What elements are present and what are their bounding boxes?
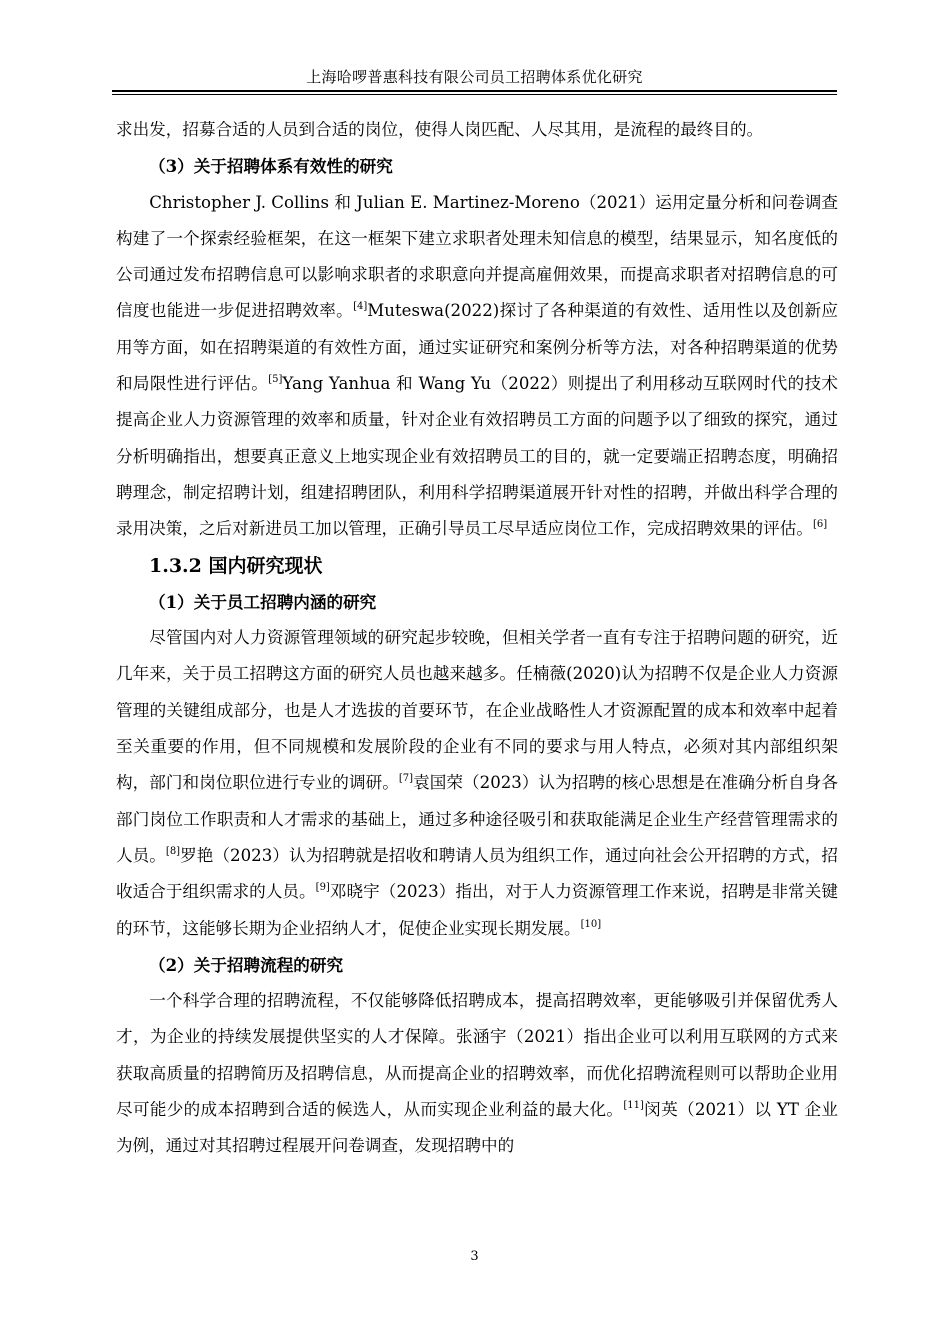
text-collins: Christopher J. Collins 和 Julian E. Martinez-Moreno（2021）运用定量分析和问卷调查构建了一个探索经验框架，在这一框架下建立求职者处理未知信息的模型，结果显示，知名度低的公司通过发布招聘信息可以影响求职者的求职意向并提高雇佣效果，而提高求职者对招聘信息的可信度也能进一步促进招聘效率。 [116, 192, 838, 321]
page-body [116, 112, 838, 1165]
text-deng: 邓晓宇（2023）指出，对于人力资源管理工作来说，招聘是非常关键的环节，这能够长期为企业招纳人才，促使企业实现长期发展。 [116, 882, 839, 938]
paragraph-continuation: 求出发，招募合适的人员到合适的岗位，使得人岗匹配、人尽其用，是流程的最终目的。 [116, 120, 764, 139]
running-header: 上海哈啰普惠科技有限公司员工招聘体系优化研究 [306, 68, 643, 86]
header-rule-thin [112, 94, 837, 95]
text-yuan: 袁国荣（2023）认为招聘的核心思想是在准确分析自身各部门岗位工作职责和人才需求的基础上，通过多种途径吸引和获取能满足企业生产经营管理需求的人员。 [116, 773, 838, 865]
section-heading-domestic: 1.3.2 国内研究现状 [149, 554, 323, 577]
subheading-process: （2）关于招聘流程的研究 [149, 954, 344, 975]
text-muteswa: Muteswa(2022)探讨了各种渠道的有效性、适用性以及创新应用等方面，如在招聘渠道的有效性方面，通过实证研究和案例分析等方法，对各种招聘渠道的优势和局限性进行评估。 [116, 301, 838, 394]
citation-ref-8: [8] [165, 845, 181, 857]
citation-ref-6: [6] [812, 519, 828, 531]
citation-ref-4: [4] [353, 301, 368, 313]
paragraph-domestic-connotation [116, 620, 838, 947]
citation-ref-7: [7] [398, 773, 414, 785]
citation-ref-11: [11] [623, 1100, 644, 1112]
citation-ref-10: [10] [580, 918, 602, 930]
text-luo: 罗艳（2023）认为招聘就是招收和聘请人员为组织工作，通过向社会公开招聘的方式，招收适合于组织需求的人员。 [116, 845, 838, 902]
subheading-connotation: （1）关于员工招聘内涵的研究 [149, 591, 377, 612]
paragraph-foreign-effectiveness [116, 185, 838, 548]
header-rule-thick [112, 90, 837, 92]
paragraph-domestic-process [116, 983, 838, 1164]
subheading-effectiveness: （3）关于招聘体系有效性的研究 [149, 156, 393, 177]
citation-ref-5: [5] [268, 374, 283, 386]
citation-ref-9: [9] [315, 882, 330, 894]
text-zhang: 一个科学合理的招聘流程，不仅能够降低招聘成本，提高招聘效率，更能够吸引并保留优秀人才，为企业的持续发展提供坚实的人才保障。张涵宇（2021）指出企业可以利用互联网的方式来获取高质量的招聘简历及招聘信息，从而提高企业的招聘效率，而优化招聘流程则可以帮助企业用尽可能少的成本招聘到合适的候选人，从而实现企业利益的最大化。 [116, 991, 838, 1120]
text-yang-wang: Yang Yanhua 和 Wang Yu（2022）则提出了利用移动互联网时代的技术提高企业人力资源管理的效率和质量，针对企业有效招聘员工方面的问题予以了细致的探究，通过分析明确指出，想要真正意义上地实现企业有效招聘员工的目的，就一定要端正招聘态度，明确招聘理念，制定招聘计划，组建招聘团队，利用科学招聘渠道展开针对性的招聘，并做出科学合理的录用决策，之后对新进员工加以管理，正确引导员工尽早适应岗位工作，完成招聘效果的评估。 [116, 374, 838, 539]
text-min: 闵英（2021）以 YT 企业为例，通过对其招聘过程展开问卷调查，发现招聘中的 [116, 1100, 838, 1156]
page-number: 3 [470, 1249, 479, 1264]
text-ren: 尽管国内对人力资源管理领域的研究起步较晚，但相关学者一直有专注于招聘问题的研究，近几年来，关于员工招聘这方面的研究人员也越来越多。任楠薇(2020)认为招聘不仅是企业人力资源管理的关键组成部分，也是人才选拔的首要环节，在企业战略性人才资源配置的成本和效率中起着至关重要的作用，但不同规模和发展阶段的企业有不同的要求与用人特点，必须对其内部组织架构，部门和岗位职位进行专业的调研。 [116, 628, 838, 793]
